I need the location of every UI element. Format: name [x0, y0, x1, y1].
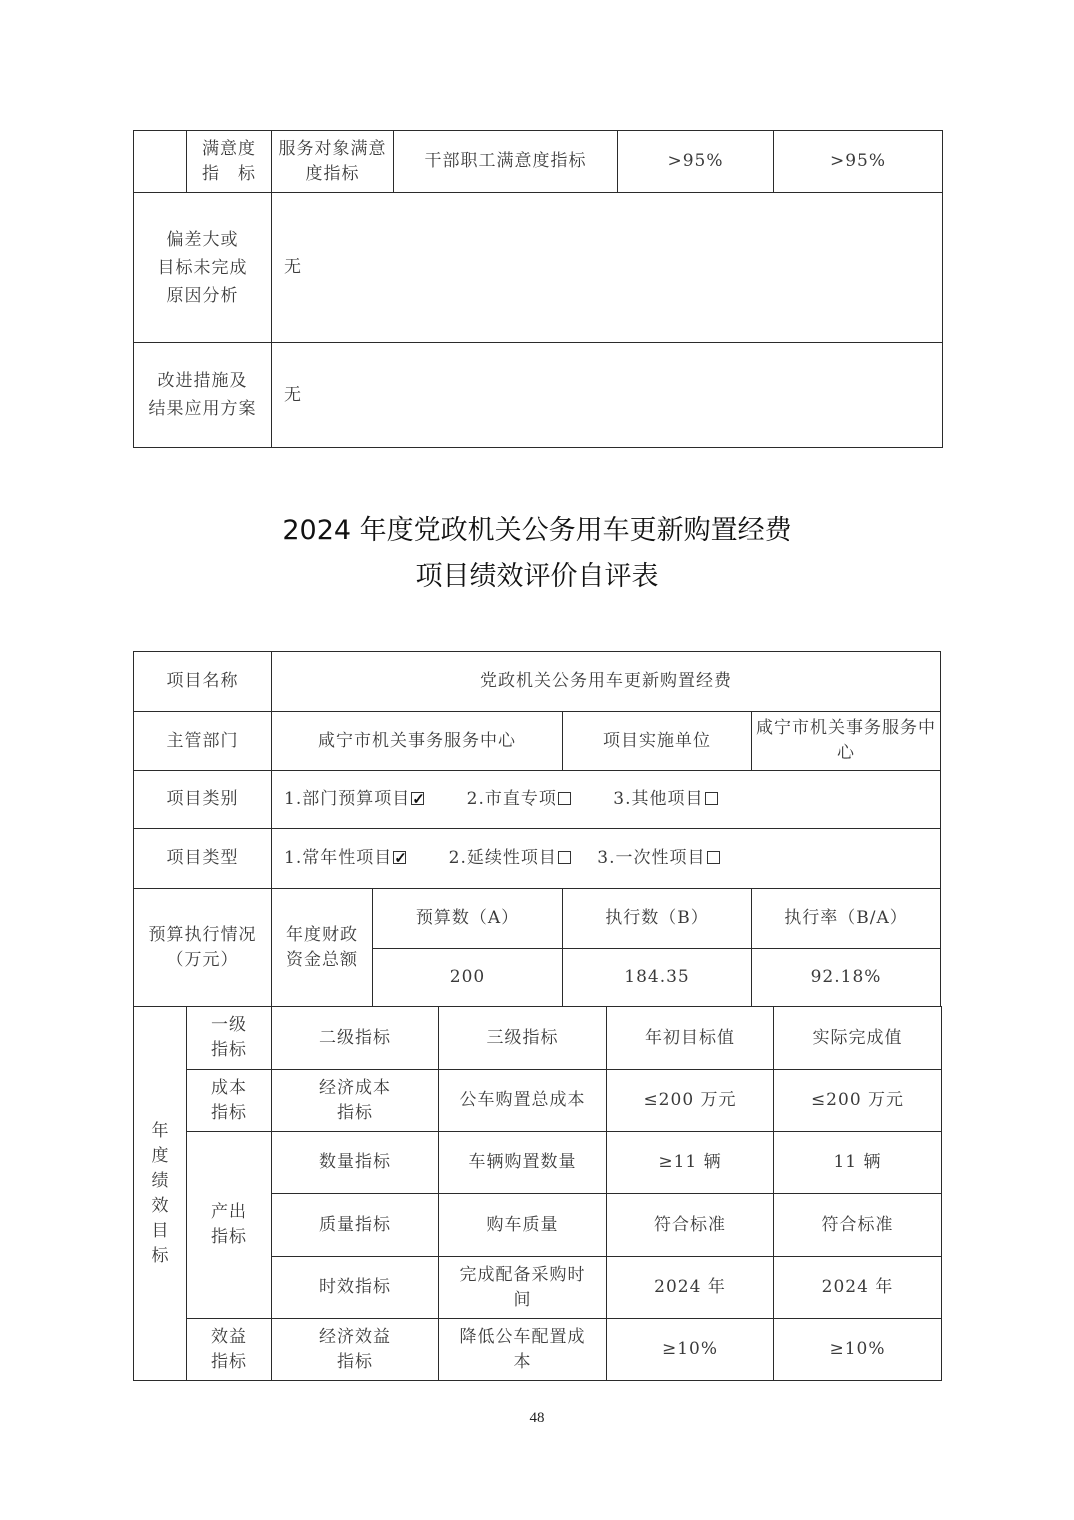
target-value: 符合标准: [607, 1194, 774, 1257]
checked-box-icon[interactable]: [411, 792, 424, 805]
perf-row-quantity: [134, 1132, 942, 1194]
improvement-label: 改进措施及 结果应用方案: [134, 343, 272, 448]
budget-value-b: 184.35: [563, 949, 752, 1007]
budget-header-a: 预算数（A）: [373, 889, 563, 949]
actual-satisfaction: >95%: [774, 131, 943, 193]
perf-header-level2: 二级指标: [272, 1007, 439, 1070]
title-line-2: 项目绩效评价自评表: [415, 561, 659, 592]
deviation-label: 偏差大或 目标未完成 原因分析: [134, 193, 272, 343]
continued-table: [133, 130, 943, 448]
deviation-value: 无: [272, 193, 943, 343]
type-row: [134, 829, 942, 889]
project-name-row: [134, 652, 942, 712]
title-line-1: 2024 年度党政机关公务用车更新购置经费: [282, 515, 792, 546]
type-options: [272, 829, 941, 889]
type-option-recurring[interactable]: [284, 848, 406, 868]
option-label: 2.市直专项: [466, 789, 557, 809]
target-value: ≥10%: [607, 1319, 774, 1381]
target-satisfaction: >95%: [618, 131, 774, 193]
unchecked-box-icon[interactable]: [558, 792, 571, 805]
level2: 经济效益 指标: [272, 1319, 439, 1381]
page-number: 48: [529, 1410, 545, 1426]
target-value: ≤200 万元: [607, 1070, 774, 1132]
budget-header-b: 执行数（B）: [563, 889, 752, 949]
budget-value-rate: 92.18%: [752, 949, 941, 1007]
level2: 数量指标: [272, 1132, 439, 1194]
actual-value: ≥10%: [774, 1319, 942, 1381]
level2-satisfaction: 服务对象满意度指标: [272, 131, 394, 193]
target-value: 2024 年: [607, 1257, 774, 1319]
level3: 车辆购置数量: [439, 1132, 607, 1194]
perf-row-cost: [134, 1070, 942, 1132]
actual-value: 符合标准: [774, 1194, 942, 1257]
type-label: 项目类型: [134, 829, 272, 889]
form-title: [0, 508, 1074, 600]
level2: 经济成本 指标: [272, 1070, 439, 1132]
level1-cost: 成本 指标: [187, 1070, 272, 1132]
target-value: ≥11 辆: [607, 1132, 774, 1194]
improvement-value: 无: [272, 343, 943, 448]
empty-cell: [134, 131, 187, 193]
perf-label-text: 年度绩效目标: [151, 1120, 170, 1266]
project-name-label: 项目名称: [134, 652, 272, 712]
actual-value: 11 辆: [774, 1132, 942, 1194]
budget-header-row: [134, 889, 942, 949]
level3: 公车购置总成本: [439, 1070, 607, 1132]
option-label: 2.延续性项目: [448, 848, 557, 868]
improvement-row: [134, 343, 943, 448]
level3-satisfaction: 干部职工满意度指标: [394, 131, 618, 193]
option-label: 1.常年性项目: [284, 848, 393, 868]
impl-unit-label: 项目实施单位: [563, 712, 752, 771]
unchecked-box-icon[interactable]: [707, 851, 720, 864]
level3: 购车质量: [439, 1194, 607, 1257]
department-row: [134, 712, 942, 771]
project-name-value: 党政机关公务用车更新购置经费: [272, 652, 941, 712]
perf-header-target: 年初目标值: [607, 1007, 774, 1070]
budget-label: 预算执行情况 （万元）: [134, 889, 272, 1007]
deviation-row: [134, 193, 943, 343]
type-option-one-time[interactable]: [597, 848, 719, 868]
level3: 降低公车配置成本: [439, 1319, 607, 1381]
actual-value: 2024 年: [774, 1257, 942, 1319]
level1-satisfaction: 满意度 指 标: [187, 131, 272, 193]
level2: 时效指标: [272, 1257, 439, 1319]
level3: 完成配备采购时间: [439, 1257, 607, 1319]
evaluation-table: [133, 651, 942, 1381]
option-label: 3.其他项目: [613, 789, 704, 809]
satisfaction-row: [134, 131, 943, 193]
category-row: [134, 771, 942, 829]
perf-header-level3: 三级指标: [439, 1007, 607, 1070]
perf-header-actual: 实际完成值: [774, 1007, 942, 1070]
budget-header-rate: 执行率（B/A）: [752, 889, 941, 949]
category-label: 项目类别: [134, 771, 272, 829]
type-option-continuing[interactable]: [449, 848, 571, 868]
unchecked-box-icon[interactable]: [558, 851, 571, 864]
perf-header-level1: 一级 指标: [187, 1007, 272, 1070]
dept-value: 咸宁市机关事务服务中心: [272, 712, 563, 771]
option-label: 3.一次性项目: [597, 848, 706, 868]
category-options: [272, 771, 941, 829]
actual-value: ≤200 万元: [774, 1070, 942, 1132]
unchecked-box-icon[interactable]: [705, 792, 718, 805]
perf-header-row: [134, 1007, 942, 1070]
impl-unit-value: 咸宁市机关事务服务中心: [752, 712, 941, 771]
fund-total-label: 年度财政 资金总额: [272, 889, 373, 1007]
perf-label: [134, 1007, 187, 1381]
option-label: 1.部门预算项目: [284, 789, 411, 809]
checked-box-icon[interactable]: [393, 851, 406, 864]
perf-row-benefit: [134, 1319, 942, 1381]
level1-benefit: 效益 指标: [187, 1319, 272, 1381]
budget-value-a: 200: [373, 949, 563, 1007]
category-option-city-special[interactable]: [467, 789, 571, 809]
category-option-other[interactable]: [613, 789, 717, 809]
dept-label: 主管部门: [134, 712, 272, 771]
level1-output: 产出 指标: [187, 1132, 272, 1319]
category-option-dept-budget[interactable]: [284, 789, 424, 809]
level2: 质量指标: [272, 1194, 439, 1257]
